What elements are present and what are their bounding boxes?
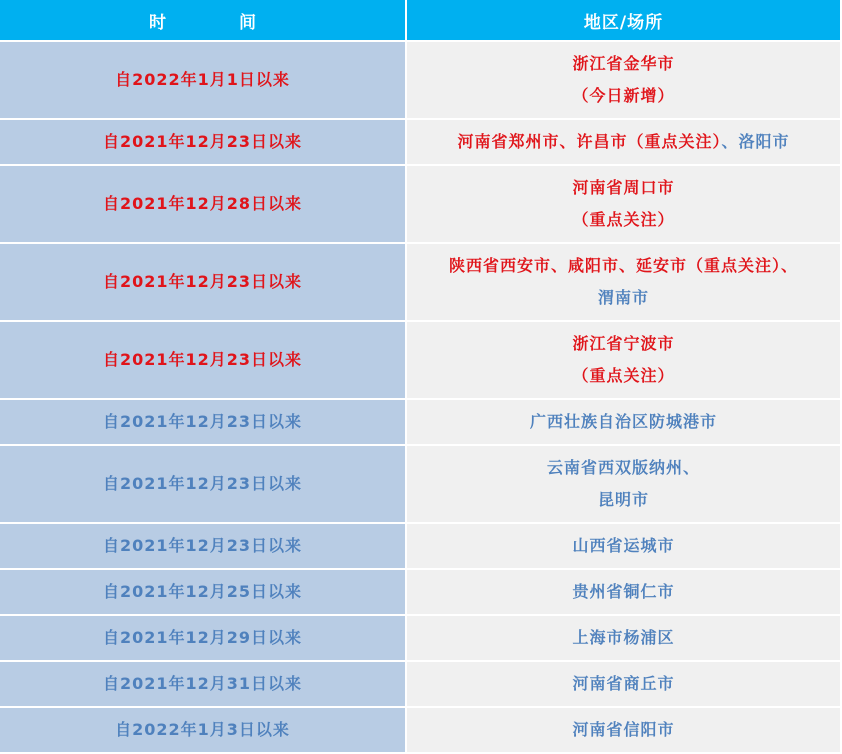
table-row <box>0 570 842 616</box>
place-cell: 贵州省铜仁市 <box>407 570 842 616</box>
table-row <box>0 708 842 754</box>
place-text-red: 河南省郑州市、许昌市（重点关注） <box>457 132 722 151</box>
place-cell <box>407 166 842 244</box>
place-cell: 山西省运城市 <box>407 524 842 570</box>
place-cell <box>407 446 842 524</box>
place-line: 陕西省西安市、咸阳市、延安市（重点关注）、 <box>448 256 798 275</box>
place-text-blue: 、洛阳市 <box>721 132 790 151</box>
table-row <box>0 446 842 524</box>
place-cell <box>407 42 842 120</box>
place-line: 河南省周口市 <box>572 178 675 197</box>
place-cell: 河南省信阳市 <box>407 708 842 754</box>
time-cell: 自2021年12月23日以来 <box>0 400 407 446</box>
time-cell: 自2022年1月1日以来 <box>0 42 407 120</box>
header-row <box>0 0 842 42</box>
table-row <box>0 166 842 244</box>
place-line: （重点关注） <box>572 366 675 385</box>
place-line: （重点关注） <box>572 210 675 229</box>
place-line: 云南省西双版纳州、 <box>546 458 700 477</box>
header-place: 地区/场所 <box>407 0 842 42</box>
time-cell: 自2021年12月23日以来 <box>0 322 407 400</box>
table-row <box>0 662 842 708</box>
table-row <box>0 400 842 446</box>
header-time: 时 间 <box>0 0 407 42</box>
place-cell: 上海市杨浦区 <box>407 616 842 662</box>
place-cell <box>407 120 842 166</box>
table-row <box>0 322 842 400</box>
table-row <box>0 244 842 322</box>
time-cell: 自2021年12月31日以来 <box>0 662 407 708</box>
place-cell <box>407 244 842 322</box>
table-row <box>0 524 842 570</box>
time-cell: 自2021年12月23日以来 <box>0 244 407 322</box>
time-cell: 自2021年12月28日以来 <box>0 166 407 244</box>
time-cell: 自2021年12月25日以来 <box>0 570 407 616</box>
time-cell: 自2021年12月23日以来 <box>0 446 407 524</box>
place-cell <box>407 322 842 400</box>
place-cell: 广西壮族自治区防城港市 <box>407 400 842 446</box>
time-cell: 自2021年12月23日以来 <box>0 524 407 570</box>
table-row <box>0 42 842 120</box>
place-line: 浙江省金华市 <box>572 54 675 73</box>
table-row <box>0 616 842 662</box>
time-cell: 自2021年12月23日以来 <box>0 120 407 166</box>
place-line: 渭南市 <box>597 288 649 307</box>
place-line: 昆明市 <box>597 490 649 509</box>
place-line: （今日新增） <box>572 86 675 105</box>
time-cell: 自2021年12月29日以来 <box>0 616 407 662</box>
place-line: 浙江省宁波市 <box>572 334 675 353</box>
place-cell: 河南省商丘市 <box>407 662 842 708</box>
time-cell: 自2022年1月3日以来 <box>0 708 407 754</box>
table-row <box>0 120 842 166</box>
